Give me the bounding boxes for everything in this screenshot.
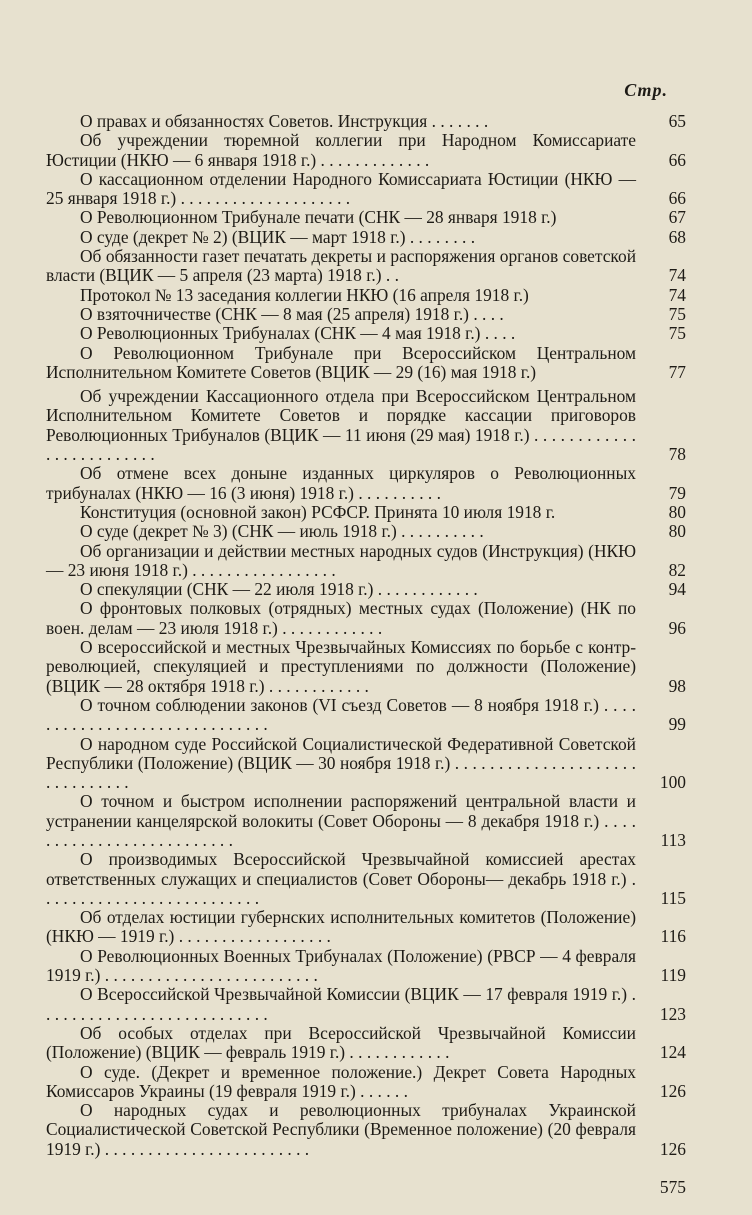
toc-list [46, 112, 686, 1159]
toc-entry-page: 77 [668, 361, 686, 382]
toc-entry-page: 75 [668, 323, 686, 344]
toc-entry-page: 66 [668, 188, 686, 209]
toc-entry-title: Об особых отделах при Всероссийской Чрезвычайной Комиссии (Положение) (ВЦИК — февраль 1919 г.) . . . . . . . . . . . . [46, 1022, 636, 1063]
toc-entry [46, 208, 686, 227]
toc-entry [46, 464, 686, 503]
toc-entry-page: 100 [659, 772, 686, 793]
toc-entry [46, 850, 686, 908]
toc-entry-page: 79 [668, 482, 686, 503]
toc-entry-page: 126 [659, 1080, 686, 1101]
toc-entry [46, 522, 686, 541]
toc-entry-title: О народном суде Российской Социалистической Федеративной Советской Республики (Положение) (ВЦИК — 30 ноября 1918 г.) . . . . . . . . . . . . . . . . . . . . . . . . . . . . . . . [46, 733, 636, 793]
toc-entry-page: 124 [659, 1042, 686, 1063]
toc-entry-page: 74 [668, 265, 686, 286]
toc-entry-page: 123 [659, 1003, 686, 1024]
toc-entry [46, 908, 686, 947]
toc-entry-title: Об отделах юстиции губернских исполнительных комитетов (Положение) (НКЮ — 1919 г.) . . . . . . . . . . . . . . . . . . [46, 907, 636, 947]
toc-entry [46, 503, 686, 522]
toc-entry-title: О суде (декрет № 3) (СНК — июль 1918 г.) . . . . . . . . . . [80, 521, 484, 542]
toc-entry [46, 324, 686, 343]
toc-entry-title: О Революционных Военных Трибуналах (Положение) (РВСР — 4 февраля 1919 г.) . . . . . . . . . . . . . . . . . . . . . . . . . [46, 945, 636, 986]
toc-entry-title: О всероссийской и местных Чрезвычайных Комиссиях по борьбе с контр-революцией, спекуляцией и преступлениями по должности (Положение) (ВЦИК — 28 октября 1918 г.) . . . . . . . . . . . . [46, 637, 636, 696]
toc-entry-title: О точном и быстром исполнении распоряжений центральной власти и устранении канцелярской волокиты (Совет Обороны — 8 декабря 1918 г.) . . . . . . . . . . . . . . . . . . . . . . . . . . [46, 791, 636, 850]
toc-entry-title: О спекуляции (СНК — 22 июля 1918 г.) . . . . . . . . . . . . [80, 579, 478, 600]
page-number: 575 [659, 1177, 686, 1198]
toc-entry-page: 98 [668, 675, 686, 696]
toc-entry-title: Об учреждении Кассационного отдела при Всероссийском Центральном Исполнительном Комитете Советов и порядке кассации приговоров Революционных Трибуналов (ВЦИК — 11 июня (29 мая) 1918 г.) . . . . . . . . . . . . . . . . . . . . . . . . . [46, 386, 636, 465]
toc-entry-page: 68 [668, 226, 686, 247]
toc-entry-title: О фронтовых полковых (отрядных) местных судах (Положение) (НК по воен. делам — 23 июля 1918 г.) . . . . . . . . . . . . [46, 598, 636, 638]
toc-entry-page: 67 [668, 207, 686, 228]
toc-entry-title: Об отмене всех доныне изданных циркуляров о Революционных трибуналах (НКЮ — 16 (3 июня) 1918 г.) . . . . . . . . . . [46, 463, 636, 503]
toc-entry [46, 112, 686, 131]
toc-entry-page: 75 [668, 303, 686, 324]
toc-entry [46, 1101, 686, 1159]
toc-page [46, 80, 686, 1198]
toc-entry [46, 1063, 686, 1102]
toc-entry-page: 78 [668, 444, 686, 465]
toc-entry-title: О взяточничестве (СНК — 8 мая (25 апреля) 1918 г.) . . . . [80, 303, 504, 324]
toc-entry-page: 66 [668, 149, 686, 170]
toc-entry-title: О суде. (Декрет и временное положение.) Декрет Совета Народных Комиссаров Украины (19 февраля 1919 г.) . . . . . . [46, 1061, 636, 1101]
toc-entry-page: 99 [668, 714, 686, 735]
toc-entry [46, 735, 686, 793]
toc-entry-title: О Революционном Трибунале печати (СНК — 28 января 1918 г.) [80, 207, 557, 228]
toc-entry-page: 74 [668, 284, 686, 305]
toc-entry [46, 599, 686, 638]
toc-entry-page: 80 [668, 521, 686, 542]
toc-entry [46, 344, 686, 383]
toc-entry-title: Об учреждении тюремной коллегии при Народном Комиссариате Юстиции (НКЮ — 6 января 1918 г.) . . . . . . . . . . . . . [46, 130, 636, 170]
toc-entry [46, 985, 686, 1024]
toc-entry [46, 1024, 686, 1063]
toc-entry-title: О суде (декрет № 2) (ВЦИК — март 1918 г.) . . . . . . . . [80, 226, 476, 247]
toc-entry-page: 116 [660, 926, 686, 947]
toc-entry-page: 126 [659, 1138, 686, 1159]
toc-entry [46, 696, 686, 735]
toc-entry [46, 947, 686, 986]
toc-entry [46, 305, 686, 324]
toc-entry-title: Об организации и действии местных народных судов (Инструкция) (НКЮ — 23 июня 1918 г.) . . . . . . . . . . . . . . . . . [46, 540, 636, 580]
toc-entry [46, 228, 686, 247]
toc-entry-title: Протокол № 13 заседания коллегии НКЮ (16 апреля 1918 г.) [80, 284, 529, 305]
toc-entry [46, 542, 686, 581]
toc-entry [46, 638, 686, 696]
toc-entry-page: 119 [660, 965, 686, 986]
toc-entry [46, 387, 686, 464]
toc-entry-page: 80 [668, 501, 686, 522]
toc-entry [46, 170, 686, 209]
toc-entry-page: 94 [668, 579, 686, 600]
page-column-header: Стр. [624, 80, 668, 100]
toc-entry [46, 247, 686, 286]
toc-entry [46, 580, 686, 599]
page-number-row [46, 1177, 686, 1198]
toc-entry-title: Об обязанности газет печатать декреты и распоряжения органов советской власти (ВЦИК — 5 апреля (23 марта) 1918 г.) . . [46, 246, 636, 286]
toc-entry-page: 65 [668, 111, 686, 131]
toc-entry-title: О Всероссийской Чрезвычайной Комиссии (ВЦИК — 17 февраля 1919 г.) . . . . . . . . . . . . . . . . . . . . . . . . . . . [46, 984, 636, 1024]
toc-entry [46, 286, 686, 305]
toc-entry-title: О Революционных Трибуналах (СНК — 4 мая 1918 г.) . . . . [80, 323, 516, 344]
toc-entry-title: Конституция (основной закон) РСФСР. Принята 10 июля 1918 г. [80, 501, 556, 522]
toc-entry-title: О правах и обязанностях Советов. Инструкция . . . . . . . [80, 111, 489, 131]
toc-entry-page: 115 [660, 887, 686, 908]
toc-entry-title: О точном соблюдении законов (VI съезд Советов — 8 ноября 1918 г.) . . . . . . . . . . . . . . . . . . . . . . . . . . . . . . [46, 694, 636, 735]
toc-entry [46, 131, 686, 170]
toc-entry [46, 792, 686, 850]
toc-entry-page: 113 [660, 829, 686, 850]
toc-entry-title: О Революционном Трибунале при Всероссийском Центральном Исполнительном Комитете Советов (ВЦИК — 29 (16) мая 1918 г.) [46, 342, 636, 382]
toc-entry-title: О народных судах и революционных трибуналах Украинской Социалистической Советской Республики (Временное положение) (20 февраля 1919 г.) . . . . . . . . . . . . . . . . . . . . . . . . [46, 1100, 636, 1159]
toc-entry-page: 82 [668, 559, 686, 580]
toc-entry-title: О производимых Всероссийской Чрезвычайной комиссией арестах ответственных служащих и специалистов (Совет Обороны— декабрь 1918 г.) . . . . . . . . . . . . . . . . . . . . . . . . . . [46, 849, 636, 908]
toc-entry-page: 96 [668, 617, 686, 638]
toc-entry-title: О кассационном отделении Народного Комиссариата Юстиции (НКЮ — 25 января 1918 г.) . . . . . . . . . . . . . . . . . . . . [46, 168, 636, 209]
